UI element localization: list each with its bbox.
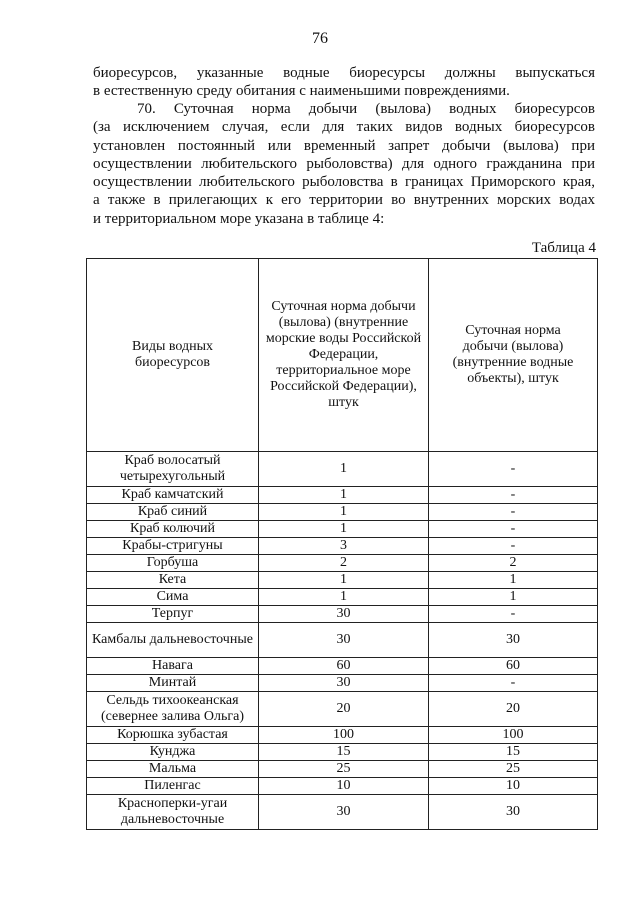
species-cell: Краб волосатый четырехугольный (87, 452, 259, 487)
marine-norm-cell: 30 (259, 623, 429, 658)
species-cell: Краб колючий (87, 521, 259, 538)
inland-norm-cell: - (429, 675, 598, 692)
table-row (87, 692, 598, 727)
marine-norm-cell: 25 (259, 761, 429, 778)
table-row (87, 658, 598, 675)
marine-norm-cell: 60 (259, 658, 429, 675)
header-inland-norm: Суточная норма добычи (вылова) (внутренние водные объекты), штук (429, 259, 598, 452)
table-row (87, 521, 598, 538)
inland-norm-cell: - (429, 521, 598, 538)
marine-norm-cell: 3 (259, 538, 429, 555)
marine-norm-cell: 1 (259, 452, 429, 487)
marine-norm-cell: 30 (259, 675, 429, 692)
marine-norm-cell: 1 (259, 521, 429, 538)
text-line: осуществлении любительского рыболовства в границах Приморского края, (93, 174, 595, 191)
marine-norm-cell: 1 (259, 487, 429, 504)
species-cell: Сельдь тихоокеанская (севернее залива Ольга) (87, 692, 259, 727)
inland-norm-cell: 100 (429, 727, 598, 744)
marine-norm-cell: 2 (259, 555, 429, 572)
marine-norm-cell: 30 (259, 606, 429, 623)
inland-norm-cell: 60 (429, 658, 598, 675)
marine-norm-cell: 15 (259, 744, 429, 761)
table-caption: Таблица 4 (531, 240, 596, 256)
species-cell: Крабы-стригуны (87, 538, 259, 555)
inland-norm-cell: 30 (429, 623, 598, 658)
marine-norm-cell: 100 (259, 727, 429, 744)
table-row (87, 623, 598, 658)
text-line: осуществлении любительского рыболовства) для одного гражданина при (93, 155, 595, 172)
table-row (87, 589, 598, 606)
inland-norm-cell: - (429, 487, 598, 504)
table-row (87, 761, 598, 778)
table-row (87, 744, 598, 761)
marine-norm-cell: 10 (259, 778, 429, 795)
table-row (87, 795, 598, 830)
species-cell: Навага (87, 658, 259, 675)
species-cell: Красноперки-угаи дальневосточные (87, 795, 259, 830)
header-marine-norm: Суточная норма добычи (вылова) (внутренние морские воды Российской Федерации, территориальное море Российской Федерации), штук (259, 259, 429, 452)
inland-norm-cell: 20 (429, 692, 598, 727)
paragraph-70 (93, 100, 595, 228)
species-cell: Горбуша (87, 555, 259, 572)
text-line: 70. Суточная норма добычи (вылова) водных биоресурсов (137, 101, 595, 117)
table-row (87, 675, 598, 692)
inland-norm-cell: - (429, 606, 598, 623)
text-line: (за исключением случая, если для таких видов водных биоресурсов (93, 119, 595, 136)
inland-norm-cell: 1 (429, 572, 598, 589)
inland-norm-cell: 15 (429, 744, 598, 761)
table-row (87, 778, 598, 795)
marine-norm-cell: 1 (259, 589, 429, 606)
inland-norm-cell: 2 (429, 555, 598, 572)
species-cell: Краб синий (87, 504, 259, 521)
marine-norm-cell: 1 (259, 572, 429, 589)
text-line: биоресурсов, указанные водные биоресурсы должны выпускаться (93, 65, 595, 81)
species-cell: Кунджа (87, 744, 259, 761)
species-cell: Мальма (87, 761, 259, 778)
marine-norm-cell: 20 (259, 692, 429, 727)
page-number: 76 (312, 30, 328, 47)
species-cell: Сима (87, 589, 259, 606)
table-row (87, 555, 598, 572)
text-line: а также в прилегающих к его территории во внутренних морских водах (93, 192, 595, 209)
header-species: Виды водных биоресурсов (87, 259, 259, 452)
species-cell: Корюшка зубастая (87, 727, 259, 744)
paragraph-continuation (93, 64, 595, 101)
table-row (87, 504, 598, 521)
inland-norm-cell: - (429, 452, 598, 487)
species-cell: Пиленгас (87, 778, 259, 795)
text-line: установлен постоянный или временный запрет добычи (вылова) при (93, 137, 595, 154)
marine-norm-cell: 30 (259, 795, 429, 830)
species-cell: Краб камчатский (87, 487, 259, 504)
species-cell: Терпуг (87, 606, 259, 623)
table-row (87, 606, 598, 623)
table-header-row (87, 259, 598, 452)
marine-norm-cell: 1 (259, 504, 429, 521)
species-cell: Камбалы дальневосточные (87, 623, 259, 658)
text-line: в естественную среду обитания с наименьшими повреждениями. (93, 83, 510, 100)
inland-norm-cell: 1 (429, 589, 598, 606)
species-cell: Кета (87, 572, 259, 589)
inland-norm-cell: - (429, 538, 598, 555)
table-row (87, 487, 598, 504)
table-row (87, 452, 598, 487)
species-cell: Минтай (87, 675, 259, 692)
inland-norm-cell: 30 (429, 795, 598, 830)
table-row (87, 538, 598, 555)
inland-norm-cell: 10 (429, 778, 598, 795)
inland-norm-cell: 25 (429, 761, 598, 778)
text-line: и территориальном море указана в таблице 4: (93, 210, 385, 227)
catch-norms-table (86, 258, 598, 830)
table-row (87, 572, 598, 589)
table-row (87, 727, 598, 744)
inland-norm-cell: - (429, 504, 598, 521)
